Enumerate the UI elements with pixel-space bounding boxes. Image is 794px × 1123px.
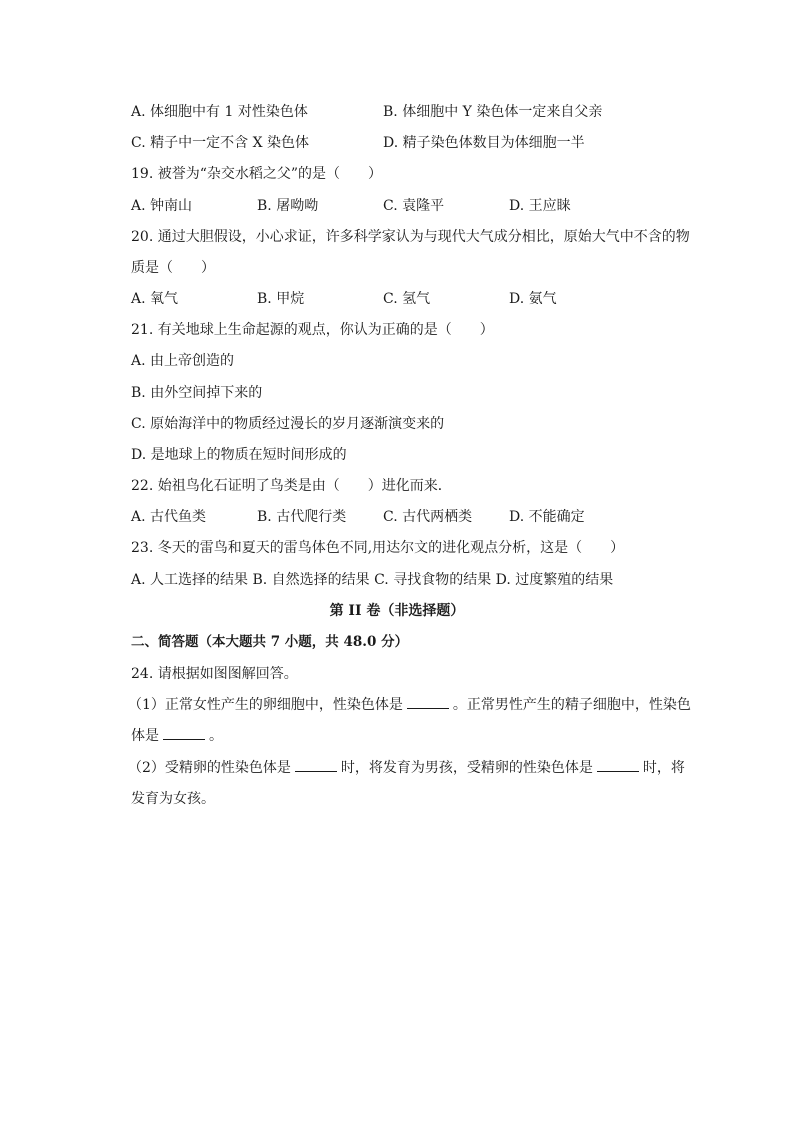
q20-stem-line1: 20. 通过大胆假设，小心求证，许多科学家认为与现代大气成分相比，原始大气中不含的物: [131, 229, 690, 245]
q20-option-d: D. 氨气: [509, 291, 557, 307]
q21-option-a: A. 由上帝创造的: [131, 353, 235, 369]
q24-part1-text-a: （1）正常女性产生的卵细胞中，性染色体是: [128, 697, 403, 713]
q24-part2-blank1: [295, 758, 337, 772]
q20-option-c: C. 氢气: [383, 291, 431, 307]
q20-option-a: A. 氧气: [131, 291, 179, 307]
q24-part1-line2: [131, 726, 223, 746]
part2-title: 第 II 卷（非选择题）: [329, 603, 465, 619]
q18-option-c: C. 精子中一定不含 X 染色体: [131, 135, 309, 151]
q19-option-a: A. 钟南山: [131, 198, 193, 214]
q24-part1-blank2: [163, 726, 205, 740]
q22-option-d: D. 不能确定: [509, 509, 585, 525]
q22-option-c: C. 古代两栖类: [383, 509, 473, 525]
q20-stem-line2: 质是（ ）: [131, 260, 215, 276]
q19-stem: 19. 被誉为“杂交水稻之父”的是（ ）: [131, 166, 383, 182]
q24-part2-text-c: 时，将: [642, 760, 685, 776]
q22-option-a: A. 古代鱼类: [131, 509, 207, 525]
q18-option-b: B. 体细胞中 Y 染色体一定来自父亲: [383, 104, 603, 120]
q24-part2-blank2: [597, 758, 639, 772]
q18-option-a: A. 体细胞中有 1 对性染色体: [131, 104, 308, 120]
q21-option-d: D. 是地球上的物质在短时间形成的: [131, 447, 347, 463]
q18-option-d: D. 精子染色体数目为体细胞一半: [383, 135, 585, 151]
q21-option-c: C. 原始海洋中的物质经过漫长的岁月逐渐演变来的: [131, 416, 445, 432]
q24-part1-line1: [128, 695, 691, 715]
q24-part2-text-b: 时，将发育为男孩，受精卵的性染色体是: [340, 760, 593, 776]
q24-part2-line1: [128, 758, 685, 778]
q23-options: A. 人工选择的结果 B. 自然选择的结果 C. 寻找食物的结果 D. 过度繁殖的结果: [131, 572, 614, 588]
q24-stem: 24. 请根据如图图解回答。: [131, 666, 298, 682]
q24-part1-text-d: 。: [209, 728, 223, 744]
q20-option-b: B. 甲烷: [257, 291, 305, 307]
q19-option-c: C. 袁隆平: [383, 198, 445, 214]
q21-option-b: B. 由外空间掉下来的: [131, 385, 263, 401]
q24-part1-text-b: 。正常男性产生的精子细胞中，性染色: [452, 697, 691, 713]
q19-option-b: B. 屠呦呦: [257, 198, 319, 214]
q24-part1-text-c: 体是: [131, 728, 159, 744]
q22-option-b: B. 古代爬行类: [257, 509, 347, 525]
q23-stem: 23. 冬天的雷鸟和夏天的雷鸟体色不同,用达尔文的进化观点分析，这是（ ）: [131, 540, 625, 556]
q24-part2-line2: 发育为女孩。: [131, 791, 215, 807]
q22-stem: 22. 始祖鸟化石证明了鸟类是由（ ）进化而来．: [131, 478, 452, 494]
q24-part1-blank1: [407, 695, 449, 709]
q24-part2-text-a: （2）受精卵的性染色体是: [128, 760, 291, 776]
section-heading: 二、简答题（本大题共 7 小题，共 48.0 分）: [131, 634, 409, 650]
q21-stem: 21. 有关地球上生命起源的观点，你认为正确的是（ ）: [131, 322, 494, 338]
q19-option-d: D. 王应睐: [509, 198, 571, 214]
